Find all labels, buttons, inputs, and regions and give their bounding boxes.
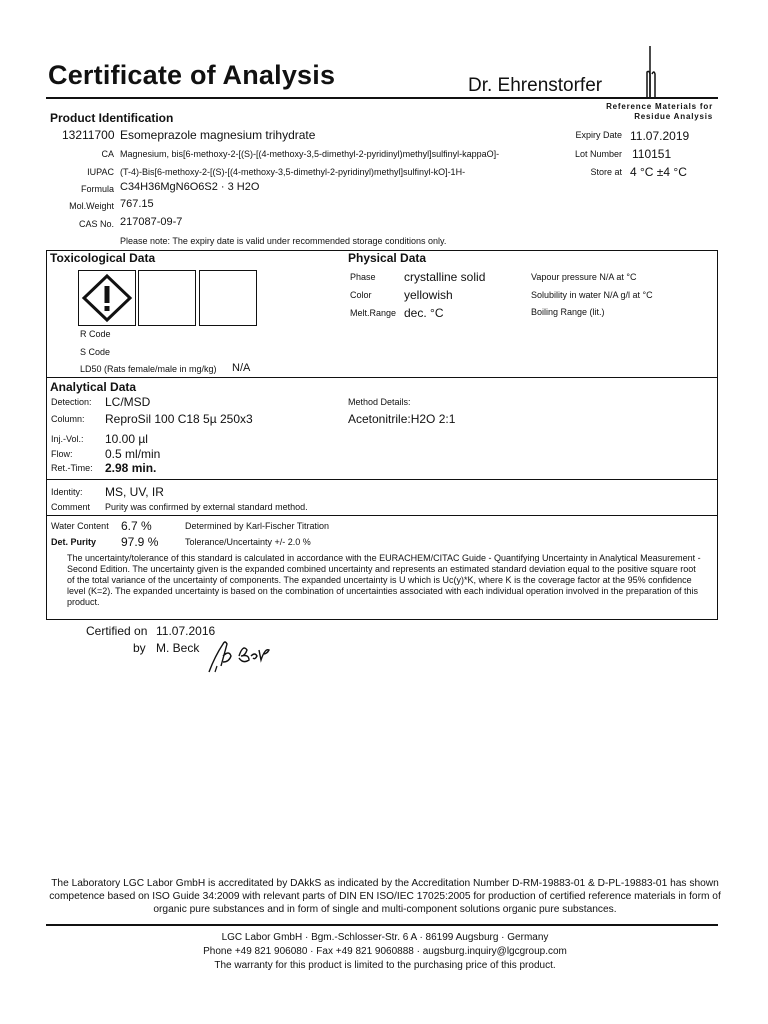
rcode-label: R Code (80, 329, 111, 339)
store-label: Store at (590, 167, 622, 177)
column-value: ReproSil 100 C18 5µ 250x3 (105, 412, 253, 426)
product-code: 13211700 (62, 128, 115, 142)
color-value: yellowish (404, 288, 453, 302)
certified-on-label: Certified on (86, 624, 148, 638)
tagline-line-2: Residue Analysis (634, 112, 713, 121)
product-identification-heading: Product Identification (50, 111, 174, 125)
signature-icon (205, 636, 285, 676)
iupac-value: (T-4)-Bis[6-methoxy-2-[(S)-[(4-methoxy-3,5-dimethyl-2-pyridinyl)methyl]sulfinyl-kO]-1H- (120, 167, 466, 177)
certified-date: 11.07.2016 (156, 624, 216, 638)
brand-logo-icon (635, 44, 675, 100)
flow-label: Flow: (51, 449, 73, 459)
expiry-label: Expiry Date (575, 130, 622, 140)
ret-label: Ret.-Time: (51, 463, 93, 473)
divider-identity (46, 479, 718, 480)
water-method: Determined by Karl-Fischer Titration (185, 521, 330, 531)
certified-by-label: by (133, 641, 146, 655)
footer-address: LGC Labor GmbH · Bgm.-Schlosser-Str. 6 A · 86199 Augsburg · Germany (221, 932, 549, 943)
cas-label: CAS No. (78, 219, 114, 229)
toxicological-heading: Toxicological Data (50, 251, 156, 265)
color-label: Color (350, 290, 372, 300)
water-value: 6.7 % (121, 519, 152, 533)
scode-label: S Code (80, 347, 111, 357)
formula-value: C34H36MgN6O6S2 · 3 H2O (120, 181, 260, 193)
header-rule (46, 97, 718, 99)
identity-value: MS, UV, IR (105, 485, 164, 499)
analytical-heading: Analytical Data (50, 380, 137, 394)
divider-analytical (46, 377, 718, 378)
hazard-pictogram-empty-2 (138, 270, 196, 326)
brand-name: Dr. Ehrenstorfer (468, 75, 603, 96)
detection-value: LC/MSD (105, 395, 151, 409)
iupac-label: IUPAC (87, 167, 114, 177)
melt-value: dec. °C (404, 306, 444, 320)
ret-value: 2.98 min. (105, 461, 157, 475)
footer-warranty: The warranty for this product is limited to the purchasing price of this product. (214, 960, 556, 971)
lot-label: Lot Number (574, 149, 622, 159)
boiling-range: Boiling Range (lit.) (531, 307, 605, 317)
formula-label: Formula (80, 184, 114, 194)
inj-value: 10.00 µl (105, 432, 148, 446)
vapour-pressure: Vapour pressure N/A at °C (531, 272, 637, 282)
product-name: Esomeprazole magnesium trihydrate (120, 128, 316, 142)
molweight-label: Mol.Weight (69, 201, 114, 211)
lot-value: 110151 (632, 147, 672, 161)
certificate-title: Certificate of Analysis (48, 60, 336, 90)
tolerance: Tolerance/Uncertainty +/- 2.0 % (185, 537, 311, 547)
molweight-value: 767.15 (120, 198, 154, 210)
cas-value: 217087-09-7 (120, 216, 183, 228)
accreditation-statement: The Laboratory LGC Labor GmbH is accreditated by DAkkS as indicated by the Accreditation Number D-RM-19883-01 & D-PL-19883-01 has shown competence based on ISO Guide 34:2009 with relevant parts of DIN EN ISO/IEC 17025:2005 for production of certified reference materials in form of organic pure substances and in form of single and multi-component solutions organic pure substances. (49, 878, 721, 915)
comment-label: Comment (51, 502, 91, 512)
exclamation-hazard-icon (79, 271, 135, 325)
flow-value: 0.5 ml/min (105, 447, 161, 461)
uncertainty-statement: The uncertainty/tolerance of this standard is calculated in accordance with the EURACHEM/CITAC Guide - Quantifying Uncertainty in Analytical Measurement - Second Edition. The uncertainty given is the expanded combined uncertainty and represents an estimated standard deviation equal to the positive square root of the total variance of the uncertainty of components. The expanded uncertainty is U which is Uc(y)*K, where K is the coverage factor at the 95% confidence level (K=2). The expanded uncertainty is based on the combination of uncertainties associated with each individual operation involved in the preparation of this product. (67, 553, 701, 607)
ld50-value: N/A (232, 362, 251, 374)
identity-label: Identity: (51, 487, 83, 497)
divider-water (46, 515, 718, 516)
physical-heading: Physical Data (348, 251, 427, 265)
footer-contact: Phone +49 821 906080 · Fax +49 821 9060888 · augsburg.inquiry@lgcgroup.com (203, 946, 567, 957)
certified-by-name: M. Beck (156, 641, 200, 655)
purity-label: Det. Purity (51, 537, 97, 547)
water-label: Water Content (51, 521, 109, 531)
method-label: Method Details: (348, 397, 411, 407)
ld50-label: LD50 (Rats female/male in mg/kg) (80, 364, 217, 374)
column-label: Column: (51, 414, 85, 424)
ca-label: CA (101, 149, 114, 159)
inj-label: Inj.-Vol.: (51, 434, 84, 444)
phase-label: Phase (350, 272, 376, 282)
storage-note: Please note: The expiry date is valid under recommended storage conditions only. (120, 236, 447, 246)
solubility: Solubility in water N/A g/l at °C (531, 290, 653, 300)
purity-value: 97.9 % (121, 535, 159, 549)
tagline-line-1: Reference Materials for (606, 102, 713, 111)
footer-rule (46, 924, 718, 926)
phase-value: crystalline solid (404, 270, 486, 284)
detection-label: Detection: (51, 397, 92, 407)
hazard-pictogram-empty-3 (199, 270, 257, 326)
ca-value: Magnesium, bis[6-methoxy-2-[(S)-[(4-methoxy-3,5-dimethyl-2-pyridinyl)methyl]sulfinyl-kappaO]- (120, 149, 500, 159)
expiry-value: 11.07.2019 (630, 129, 690, 143)
store-value: 4 °C ±4 °C (630, 165, 687, 179)
comment-value: Purity was confirmed by external standard method. (105, 502, 308, 512)
method-value: Acetonitrile:H2O 2:1 (348, 412, 456, 426)
melt-label: Melt.Range (350, 308, 397, 318)
hazard-pictogram-box (78, 270, 136, 326)
